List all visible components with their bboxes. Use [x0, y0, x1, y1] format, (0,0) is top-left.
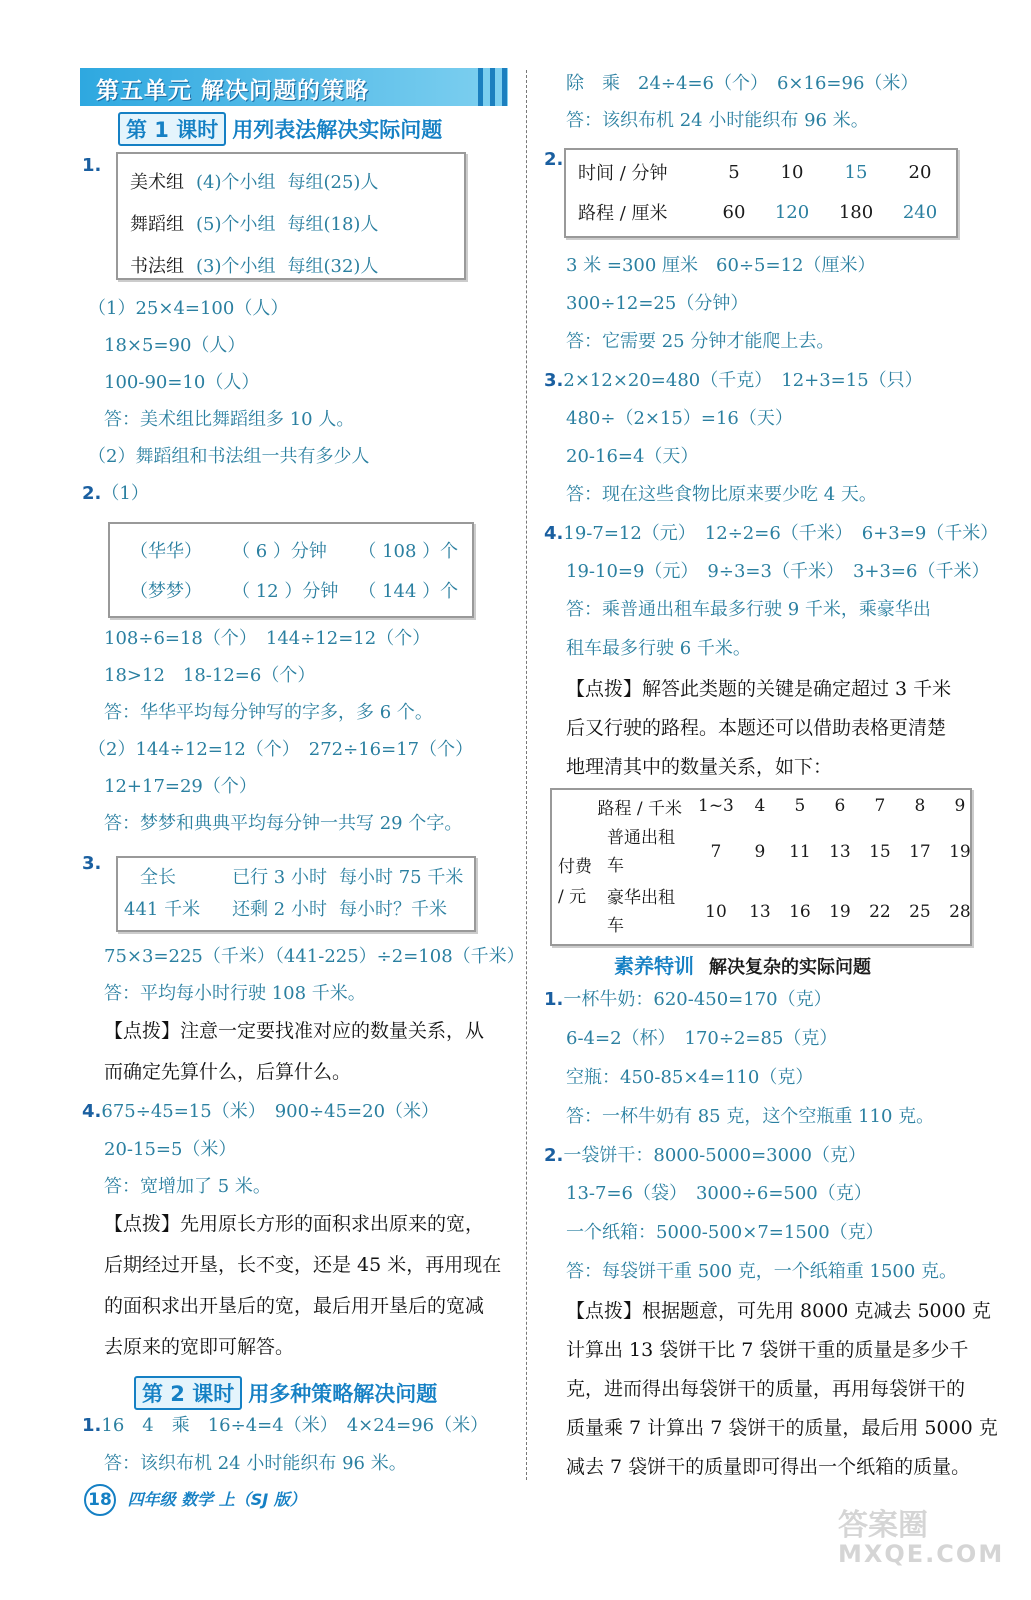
q4-label: 4. [82, 1101, 102, 1122]
t-q2-note: 减去 7 袋饼干的质量即可得出一个纸箱的质量。 [566, 1456, 971, 1478]
fare-cell: 15 [869, 842, 891, 862]
q2-table [124, 530, 464, 610]
r-q3-line: 2×12×20=480（千克） 12+3=15（只） [563, 370, 923, 391]
fare-cell: 19 [949, 842, 971, 862]
l2-q1-label: 1. [82, 1415, 102, 1436]
r-q4-label: 4. [544, 523, 564, 544]
q2-cell: （梦梦） [130, 581, 202, 602]
q1-cell: 每组(18)人 [287, 214, 379, 235]
unit-title: 第五单元 解决问题的策略 [96, 78, 370, 104]
t-q1-line: 一杯牛奶：620-450=170（克） [563, 989, 832, 1010]
r-q4-answer: 租车最多行驶 6 千米。 [566, 638, 751, 659]
r-q4-note: 地理清其中的数量关系，如下： [566, 756, 833, 778]
q4-answer: 答：宽增加了 5 米。 [104, 1176, 271, 1197]
fare-head: 5 [794, 796, 806, 816]
column-divider [526, 70, 527, 1480]
fare-cell: 28 [949, 902, 971, 922]
fare-row-label: 豪华出租车 [607, 888, 675, 936]
fare-head: 8 [914, 796, 926, 816]
q2-label: 2. [82, 483, 102, 504]
page-number: 18 [84, 1484, 116, 1516]
q3-line: 75×3=225（千米）（441-225）÷2=108（千米） [104, 946, 525, 967]
fare-row-label: 普通出租车 [607, 828, 675, 876]
q1-line: （2）舞蹈组和书法组一共有多少人 [88, 446, 370, 467]
r-q2-cell: 10 [780, 161, 804, 183]
r-q2-cell: 240 [902, 201, 938, 223]
t-q2-note: 质量乘 7 计算出 7 袋饼干的质量，最后用 5000 克 [566, 1417, 998, 1439]
fare-cell: 25 [909, 902, 931, 922]
training-heading [614, 950, 871, 979]
lesson1-tag: 第 1 课时 [118, 112, 226, 146]
lesson2-tag: 第 2 课时 [134, 1376, 242, 1410]
q3-note: 而确定先算什么，后算什么。 [104, 1061, 352, 1083]
r-q2-answer: 答：它需要 25 分钟才能爬上去。 [566, 331, 835, 352]
q1-cell: 书法组 [130, 256, 184, 277]
training-title: 解决复杂的实际问题 [708, 957, 871, 978]
r-q2-label: 2. [544, 149, 564, 170]
r-q2-cell: 60 [722, 201, 746, 223]
q1-cell: (4)个小组 [196, 172, 276, 193]
q2-line: （2）144÷12=12（个） 272÷16=17（个） [88, 739, 474, 760]
r-q3-label: 3. [544, 370, 564, 391]
fare-head: 4 [754, 796, 766, 816]
r-q2-cell: 5 [728, 161, 740, 183]
lesson2-title: 用多种策略解决问题 [248, 1382, 438, 1406]
q3-cell: 还剩 2 小时 [232, 899, 327, 920]
watermark-url: MXQE.COM [838, 1540, 1005, 1568]
q2-line: 18>12 18-12=6（个） [104, 665, 316, 686]
fare-cell: 11 [789, 842, 811, 862]
unit-banner [80, 68, 508, 106]
t-q1-line: 6-4=2（杯） 170÷2=85（克） [566, 1028, 838, 1049]
t-q2-answer: 答：每袋饼干重 500 克，一个纸箱重 1500 克。 [566, 1261, 958, 1282]
t-q1-answer: 答：一杯牛奶有 85 克，这个空瓶重 110 克。 [566, 1106, 935, 1127]
q3-cell: 每小时？千米 [338, 899, 447, 920]
q2-cell: （ 108 ）个 [358, 541, 459, 562]
q3-note: 【点拨】注意一定要找准对应的数量关系，从 [104, 1020, 485, 1042]
fare-cell: 13 [829, 842, 851, 862]
r-q4-note: 【点拨】解答此类题的关键是确定超过 3 千米 [566, 678, 952, 700]
q4-note: 去原来的宽即可解答。 [104, 1336, 295, 1358]
training-tag: 素养特训 [614, 954, 694, 978]
q1-line: 100-90=10（人） [104, 372, 260, 393]
t-q1-line: 空瓶：450-85×4=110（克） [566, 1067, 814, 1088]
q1-cell: 美术组 [130, 172, 184, 193]
q4-note: 后期经过开垦，长不变，还是 45 米，再用现在 [104, 1254, 502, 1276]
t-q2-note: 【点拨】根据题意，可先用 8000 克减去 5000 克 [566, 1300, 991, 1322]
q1-cell: 舞蹈组 [130, 214, 184, 235]
t-q1-label: 1. [544, 989, 564, 1010]
r-q3-line: 20-16=4（天） [566, 446, 699, 467]
q1-line: 18×5=90（人） [104, 335, 246, 356]
r-q2-cell: 路程 / 厘米 [578, 203, 668, 224]
t-q2-line: 13-7=6（袋） 3000÷6=500（克） [566, 1183, 872, 1204]
q1-cell: 每组(25)人 [287, 172, 379, 193]
q1-cell: (5)个小组 [196, 214, 276, 235]
fare-cell: 13 [749, 902, 771, 922]
q4-line: 20-15=5（米） [104, 1139, 237, 1160]
r-q3-answer: 答：现在这些食物比原来要少吃 4 天。 [566, 484, 877, 505]
q1-answer: 答：美术组比舞蹈组多 10 人。 [104, 409, 355, 430]
q4-line: 675÷45=15（米） 900÷45=20（米） [101, 1101, 440, 1122]
q2-answer: 答：梦梦和典典平均每分钟一共写 29 个字。 [104, 813, 463, 834]
fare-cell: 9 [754, 842, 766, 862]
r-q3-line: 480÷（2×15）=16（天） [566, 408, 793, 429]
q2-line: 108÷6=18（个） 144÷12=12（个） [104, 628, 431, 649]
q4-note: 【点拨】先用原长方形的面积求出原来的宽， [104, 1213, 485, 1235]
fare-head: 7 [874, 796, 886, 816]
q2-cell: （华华） [130, 541, 202, 562]
lesson2-heading [134, 1376, 437, 1410]
r-q2-cell: 20 [908, 161, 932, 183]
fare-cell: 19 [829, 902, 851, 922]
r-top-answer: 答：该织布机 24 小时能织布 96 米。 [566, 110, 869, 131]
fare-side-label: 付费 / 元 [558, 857, 592, 907]
fare-head: 9 [954, 796, 966, 816]
q3-cell: 全长 [140, 867, 176, 888]
q3-table [118, 860, 469, 924]
q3-cell: 441 千米 [124, 899, 201, 920]
fare-table [552, 790, 980, 942]
fare-head: 1~3 [698, 796, 734, 816]
q4-note: 的面积求出开垦后的宽，最后用开垦后的宽减 [104, 1295, 485, 1317]
q3-cell: 已行 3 小时 [232, 867, 327, 888]
r-top-line: 除 乘 24÷4=6（个） 6×16=96（米） [566, 73, 919, 94]
l2-q1-line: 16 4 乘 16÷4=4（米） 4×24=96（米） [101, 1415, 489, 1436]
q1-cell: (3)个小组 [196, 256, 276, 277]
watermark-logo: 答案圈 [838, 1508, 928, 1543]
t-q2-line: 一个纸箱：5000-500×7=1500（克） [566, 1222, 884, 1243]
r-q2-cell: 120 [774, 201, 810, 223]
lesson1-title: 用列表法解决实际问题 [232, 118, 443, 142]
q1-line: （1）25×4=100（人） [88, 298, 289, 319]
t-q2-note: 计算出 13 袋饼干比 7 袋饼干重的质量是多少千 [566, 1339, 969, 1361]
q2-cell: （ 144 ）个 [358, 581, 459, 602]
r-q4-answer: 答：乘普通出租车最多行驶 9 千米，乘豪华出 [566, 599, 931, 620]
r-q4-line: 19-7=12（元） 12÷2=6（千米） 6+3=9（千米） [563, 523, 999, 544]
fare-cell: 7 [710, 842, 722, 862]
fare-cell: 22 [869, 902, 891, 922]
q3-label: 3. [82, 853, 102, 874]
book-info: 四年级 数学 上（SJ 版） [127, 1490, 306, 1509]
r-q2-line: 3 米 =300 厘米 60÷5=12（厘米） [566, 255, 876, 276]
r-q2-line: 300÷12=25（分钟） [566, 293, 749, 314]
r-q4-note: 后又行驶的路程。本题还可以借助表格更清楚 [566, 717, 947, 739]
t-q2-line: 一袋饼干：8000-5000=3000（克） [563, 1145, 866, 1166]
fare-cell: 16 [789, 902, 811, 922]
q3-answer: 答：平均每小时行驶 108 千米。 [104, 983, 366, 1004]
q2-cell: （ 6 ）分钟 [232, 541, 327, 562]
q1-table [124, 160, 384, 286]
fare-cell: 10 [705, 902, 727, 922]
q2-sub: （1） [101, 483, 149, 504]
t-q2-note: 克，进而得出每袋饼干的质量，再用每袋饼干的 [566, 1378, 966, 1400]
q1-cell: 每组(32)人 [287, 256, 379, 277]
r-q4-line: 19-10=9（元） 9÷3=3（千米） 3+3=6（千米） [566, 561, 990, 582]
r-q2-cell: 时间 / 分钟 [578, 163, 668, 184]
t-q2-label: 2. [544, 1145, 564, 1166]
q3-cell: 每小时 75 千米 [338, 867, 464, 888]
page-footer [84, 1484, 306, 1516]
l2-q1-answer: 答：该织布机 24 小时能织布 96 米。 [104, 1453, 407, 1474]
r-q2-cell: 15 [844, 161, 868, 183]
q2-line: 12+17=29（个） [104, 776, 257, 797]
lesson1-heading [118, 112, 442, 146]
fare-head-label: 路程 / 千米 [597, 798, 682, 819]
fare-head: 6 [834, 796, 846, 816]
fare-cell: 17 [909, 842, 931, 862]
r-q2-cell: 180 [838, 201, 874, 223]
q2-answer: 答：华华平均每分钟写的字多，多 6 个。 [104, 702, 433, 723]
r-q2-table [572, 152, 952, 232]
q2-cell: （ 12 ）分钟 [232, 581, 339, 602]
q1-label: 1. [82, 155, 102, 176]
